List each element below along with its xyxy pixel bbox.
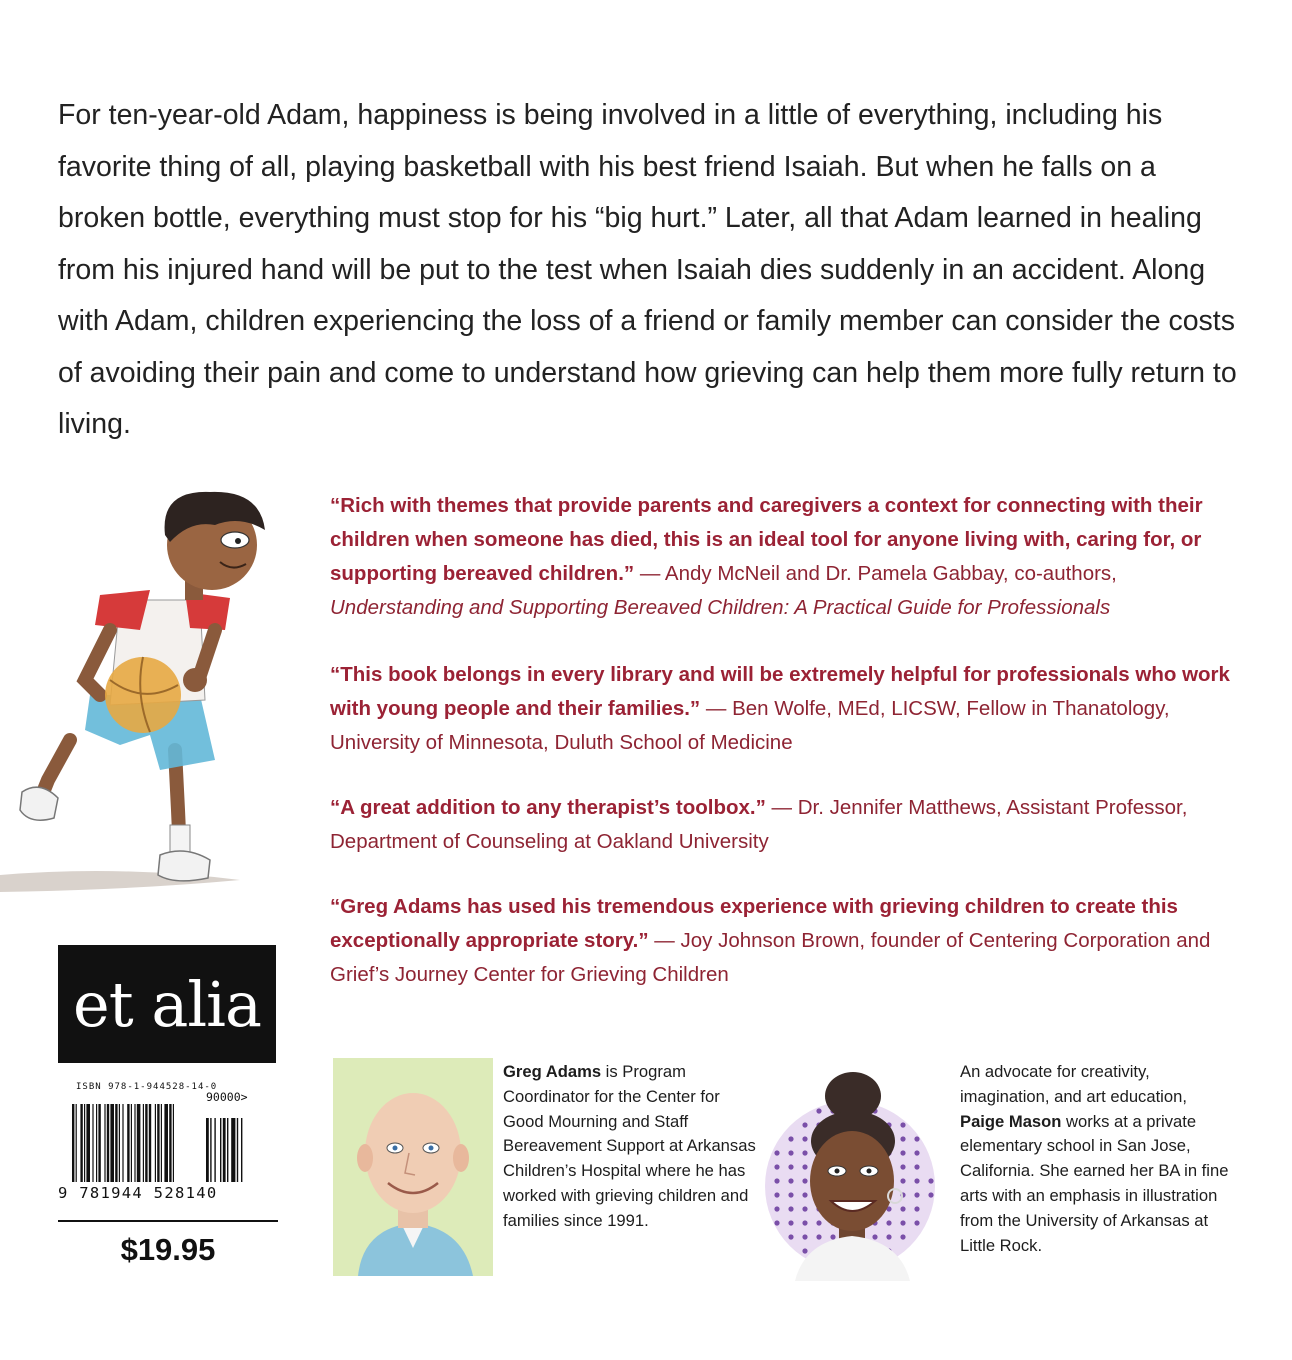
review-quote [330,890,1230,992]
book-description: For ten-year-old Adam, happiness is being involved in a little of everything, including his favorite thing of all, playing basketball with his best friend Isaiah. But when he falls on a broken bottle, everything must stop for his “big hurt.” Later, all that Adam learned in healing from his injured hand will be put to the test when Isaiah dies suddenly in an accident. Along with Adam, children experiencing the loss of a friend or family member can consider the costs of avoiding their pain and come to understand how grieving can help them more fully return to living. [58,99,1237,440]
isbn-barcode [58,1082,278,1210]
quote-attribution: — Dr. Jennifer Matthews, Assistant Professor, Department of Counseling at Oakland University [330,796,1188,853]
review-quote [330,658,1230,760]
author-bio [503,1060,758,1234]
boy-basketball-illustration [0,480,300,900]
illustrator-bio [960,1060,1235,1258]
illustrator-portrait [765,1056,945,1281]
quote-text: “A great addition to any therapist’s toolbox.” [330,796,766,819]
publisher-logo: et alia [58,945,276,1063]
divider [58,1220,278,1222]
price: $19.95 [120,1232,216,1267]
illustrator-bio-text: An advocate for creativity, imagination, and art education, [960,1062,1187,1106]
barcode-addon: 90000> [206,1090,248,1104]
author-name: Greg Adams [503,1062,602,1081]
review-quote [330,791,1230,859]
quote-text: “This book belongs in every library and will be extremely helpful for professionals who work with young people and their families.” [330,663,1230,720]
author-bio-text: is Program Coordinator for the Center for Good Mourning and Staff Bereavement Support at Arkansas Children’s Hospital where he has worked with grieving children and families since 1991. [503,1062,756,1230]
quote-text: “Rich with themes that provide parents and caregivers a context for connecting with their children when someone has died, this is an ideal tool for anyone living with, caring for, or supporting bereaved children.” [330,494,1203,585]
quote-text: “Greg Adams has used his tremendous experience with grieving children to create this exceptionally appropriate story.” [330,895,1178,952]
isbn-number: 9 781944 528140 [58,1184,218,1202]
quote-attribution: — Joy Johnson Brown, founder of Centering Corporation and Grief’s Journey Center for Grieving Children [330,929,1211,986]
author-portrait [333,1058,493,1276]
quote-attribution: — Ben Wolfe, MEd, LICSW, Fellow in Thanatology, University of Minnesota, Duluth School of Medicine [330,697,1170,754]
isbn-label: ISBN 978-1-944528-14-0 [76,1082,218,1092]
barcode-bars [58,1096,278,1196]
quote-attribution: — Andy McNeil and Dr. Pamela Gabbay, co-authors, [634,562,1117,585]
quote-source-title: Understanding and Supporting Bereaved Children: A Practical Guide for Professionals [330,596,1111,619]
illustrator-bio-text: works at a private elementary school in San Jose, California. She earned her BA in fine arts with an emphasis in illustration from the University of Arkansas at Little Rock. [960,1111,1229,1255]
review-quote [330,489,1230,625]
illustrator-name: Paige Mason [960,1111,1062,1131]
